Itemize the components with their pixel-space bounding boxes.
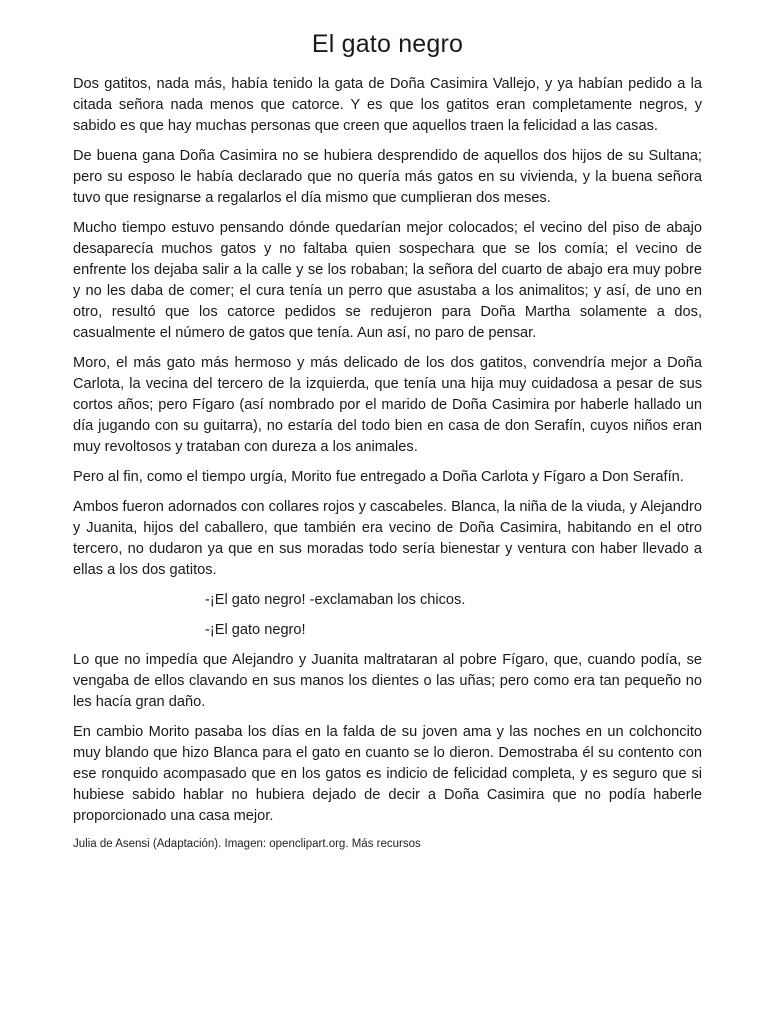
document-title: El gato negro xyxy=(311,30,464,58)
paragraph: De buena gana Doña Casimira no se hubiera desprendido de aquellos dos hijos de su Sultana; pero su esposo le había declarado que no quería más gatos en su vivienda, y la buena señora tuvo que resignarse a regalarlos el día mismo que cumplieran dos meses. xyxy=(73,148,702,206)
paragraph: En cambio Morito pasaba los días en la falda de su joven ama y las noches en un colchoncito muy blando que hizo Blanca para el gato en cuanto se lo dieron. Demostraba él su contento con ese ronquido acompasado que en los gatos es indicio de felicidad completa, y es seguro que si hubiese sabido hablar no hubiera dejado de decir a Doña Casimira que no podía haberle proporcionado una casa mejor. xyxy=(73,724,702,824)
paragraph: Pero al fin, como el tiempo urgía, Morito fue entregado a Doña Carlota y Fígaro a Don Serafín. xyxy=(73,469,684,485)
dialogue-line: -¡El gato negro! -exclamaban los chicos. xyxy=(205,592,466,608)
paragraph: Ambos fueron adornados con collares rojos y cascabeles. Blanca, la niña de la viuda, y Alejandro y Juanita, hijos del caballero, que también era vecino de Doña Casimira, habitando en el otro tercero, no dudaron ya que en sus moradas todo sería bienestar y ventura con haber llevado a ellas a los dos gatitos. xyxy=(73,499,702,578)
credit-line: Julia de Asensi (Adaptación). Imagen: openclipart.org. Más recursos xyxy=(73,838,421,850)
paragraph: Lo que no impedía que Alejandro y Juanita maltrataran al pobre Fígaro, que, cuando podía, se vengaba de ellos clavando en sus manos los dientes o las uñas; pero como era tan pequeño no les hacía gran daño. xyxy=(73,652,702,710)
dialogue-line: -¡El gato negro! xyxy=(205,622,306,638)
paragraph: Dos gatitos, nada más, había tenido la gata de Doña Casimira Vallejo, y ya habían pedido a la citada señora nada menos que catorce. Y es que los gatitos eran completamente negros, y sabido es que hay muchas personas que creen que aquellos traen la felicidad a las casas. xyxy=(73,76,702,134)
paragraph: Mucho tiempo estuvo pensando dónde quedarían mejor colocados; el vecino del piso de abajo desaparecía muchos gatos y no faltaba quien sospechara que se los comía; el vecino de enfrente los dejaba salir a la calle y se los robaban; la señora del cuarto de abajo era muy pobre y no les daba de comer; el cura tenía un perro que asustaba a los animalitos; y así, de uno en otro, resultó que los catorce pedidos se redujeron para Doña Martha solamente a dos, casualmente el número de gatos que tenía. Aun así, no paro de pensar. xyxy=(73,220,702,341)
paragraph: Moro, el más gato más hermoso y más delicado de los dos gatitos, convendría mejor a Doña Carlota, la vecina del tercero de la izquierda, que tenía una hija muy cuidadosa a pesar de sus cortos años; pero Fígaro (así nombrado por el marido de Doña Casimira por haberle hallado un día jugando con su guitarra), no estaría del todo bien en casa de don Serafín, cuyos niños eran muy revoltosos y trataban con dureza a los animales. xyxy=(73,355,702,455)
